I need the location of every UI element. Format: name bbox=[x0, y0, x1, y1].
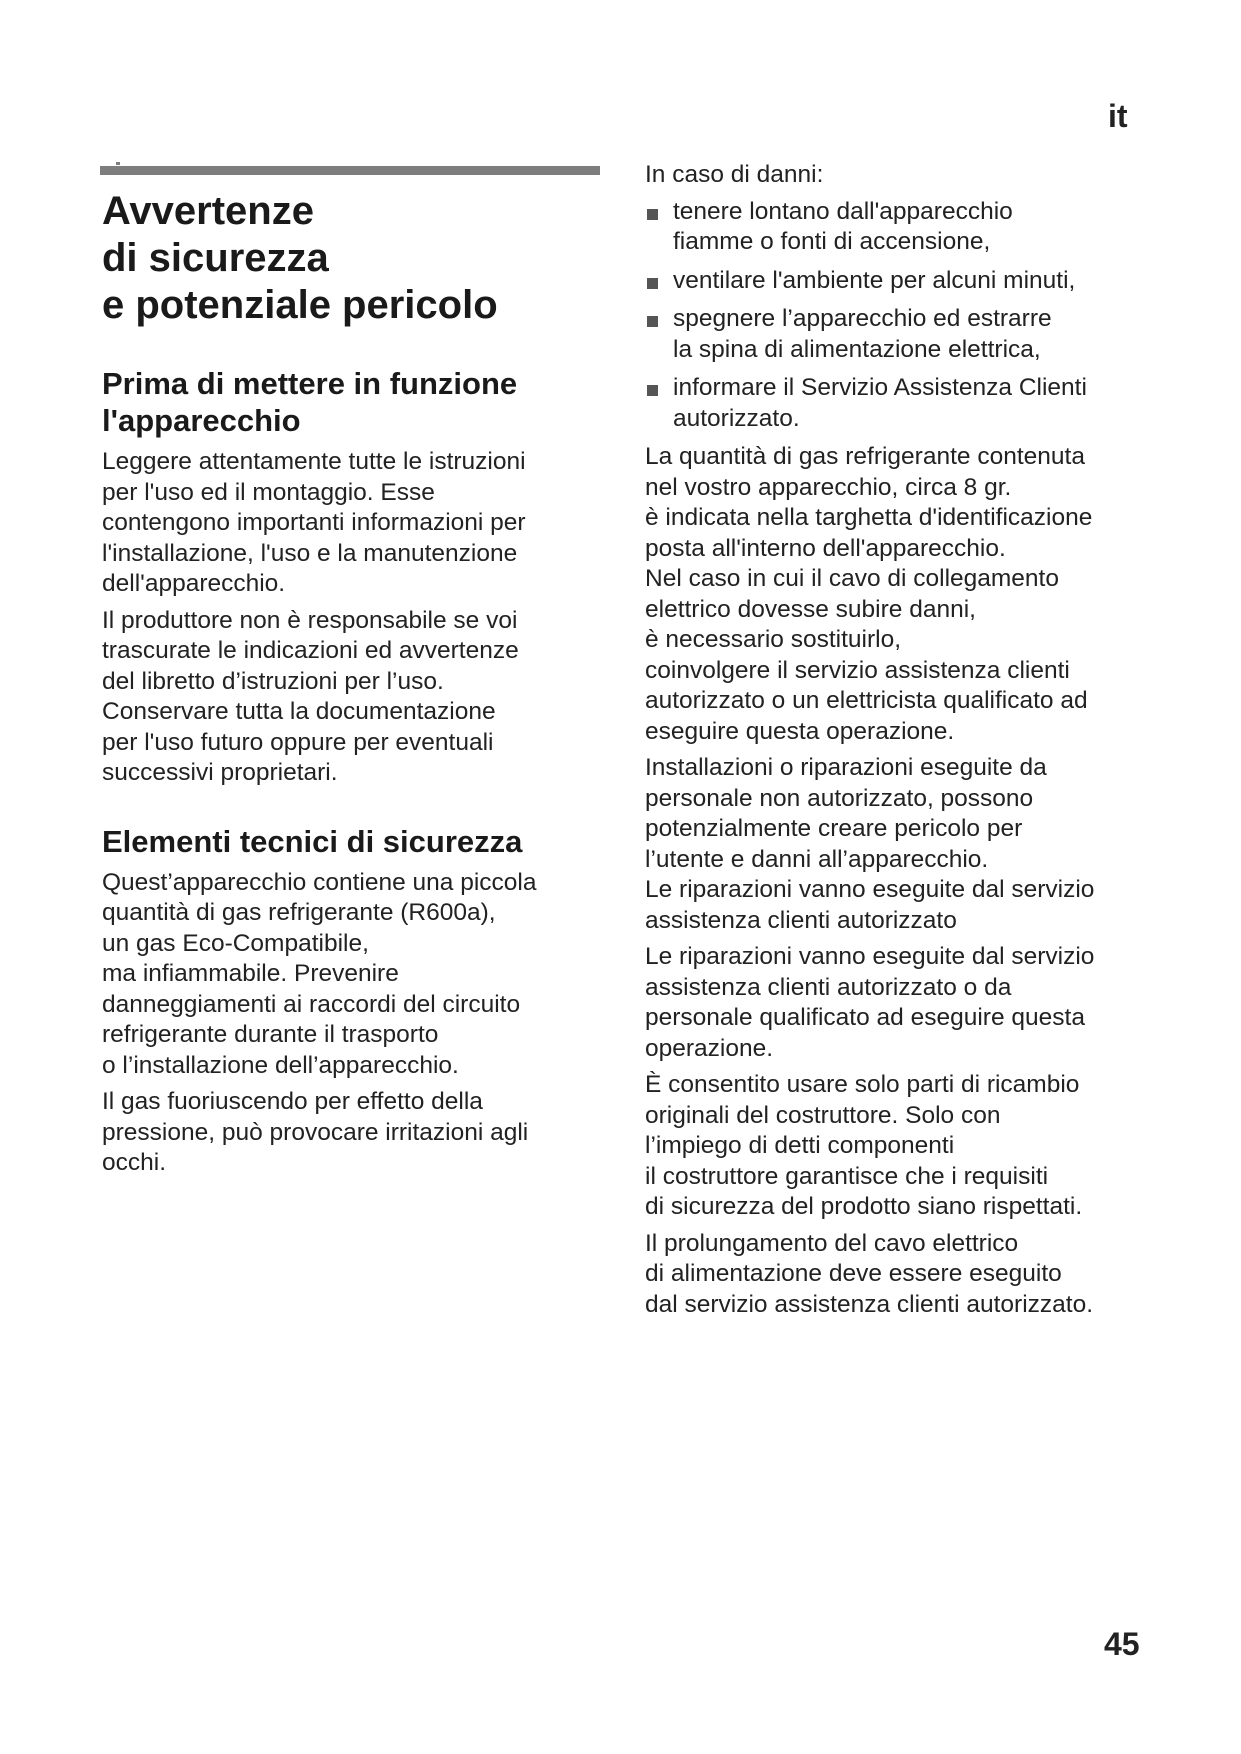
page-number: 45 bbox=[1104, 1626, 1140, 1662]
square-bullet-icon bbox=[647, 385, 658, 396]
damage-intro: In caso di danni: bbox=[645, 161, 824, 188]
paragraph-refrigerant-gas: Quest’apparecchio contiene una piccola quantità di gas refrigerante (R600a), un gas Eco-Compatibile, ma infiammabile. Prevenire danneggiamenti ai raccordi del circuito refrigerante durante il trasporto o l’installazione dell’apparecchio. bbox=[102, 868, 537, 1079]
list-item bbox=[645, 373, 1145, 434]
section-rule bbox=[100, 166, 600, 175]
damage-list bbox=[645, 197, 1145, 435]
list-item-text: tenere lontano dall'apparecchio fiamme o fonti di accensione, bbox=[673, 197, 1013, 255]
list-item bbox=[645, 266, 1145, 297]
paragraph-manufacturer-liability: Il produttore non è responsabile se voi trascurate le indicazioni ed avvertenze del libretto d’istruzioni per l’uso. Conservare tutta la documentazione per l'uso futuro oppure per eventuali successivi proprietari. bbox=[102, 606, 519, 786]
list-item-text: spegnere l’apparecchio ed estrarre la spina di alimentazione elettrica, bbox=[673, 305, 1052, 363]
section-heading-safety-elements: Elementi tecnici di sicurezza bbox=[102, 823, 523, 859]
list-item bbox=[645, 304, 1145, 365]
rule-tick bbox=[116, 162, 120, 165]
paragraph-read-instructions: Leggere attentamente tutte le istruzioni per l'uso ed il montaggio. Esse contengono importanti informazioni per l'installazione, l'uso e la manutenzione dell'apparecchio. bbox=[102, 448, 526, 597]
left-column bbox=[102, 188, 602, 1185]
square-bullet-icon bbox=[647, 278, 658, 289]
paragraph-authorized-service: Le riparazioni vanno eseguite dal servizio assistenza clienti autorizzato o da personale qualificato ad eseguire questa operazione. bbox=[645, 943, 1095, 1062]
paragraph-gas-irritation: Il gas fuoriuscendo per effetto della pressione, può provocare irritazioni agli occhi. bbox=[102, 1088, 529, 1176]
list-item bbox=[645, 197, 1145, 258]
language-code: it bbox=[1108, 98, 1128, 134]
square-bullet-icon bbox=[647, 209, 658, 220]
list-item-text: ventilare l'ambiente per alcuni minuti, bbox=[673, 266, 1076, 294]
section-heading-before-use: Prima di mettere in funzione l'apparecchio bbox=[102, 366, 518, 438]
right-column bbox=[645, 160, 1145, 1326]
paragraph-original-parts: È consentito usare solo parti di ricambio originali del costruttore. Solo con l’impiego di detti componenti il costruttore garantisce che i requisiti di sicurezza del prodotto siano rispettati. bbox=[645, 1071, 1083, 1220]
paragraph-cable-extension: Il prolungamento del cavo elettrico di alimentazione deve essere eseguito dal servizio assistenza clienti autorizzato. bbox=[645, 1229, 1094, 1318]
paragraph-gas-quantity: La quantità di gas refrigerante contenuta nel vostro apparecchio, circa 8 gr. è indicata nella targhetta d'identificazione posta all'interno dell'apparecchio. Nel caso in cui il cavo di collegamento elettrico dovesse subire danni, è necessario sostituirlo, coinvolgere il servizio assistenza clienti autorizzato o un elettricista qualificato ad eseguire questa operazione. bbox=[645, 443, 1093, 745]
page-title: Avvertenze di sicurezza e potenziale pericolo bbox=[102, 189, 498, 327]
square-bullet-icon bbox=[647, 316, 658, 327]
list-item-text: informare il Servizio Assistenza Clienti autorizzato. bbox=[673, 374, 1087, 432]
paragraph-unauthorized-repairs: Installazioni o riparazioni eseguite da personale non autorizzato, possono potenzialmente creare pericolo per l’utente e danni all’apparecchio. Le riparazioni vanno eseguite dal servizio assistenza clienti autorizzato bbox=[645, 754, 1095, 934]
